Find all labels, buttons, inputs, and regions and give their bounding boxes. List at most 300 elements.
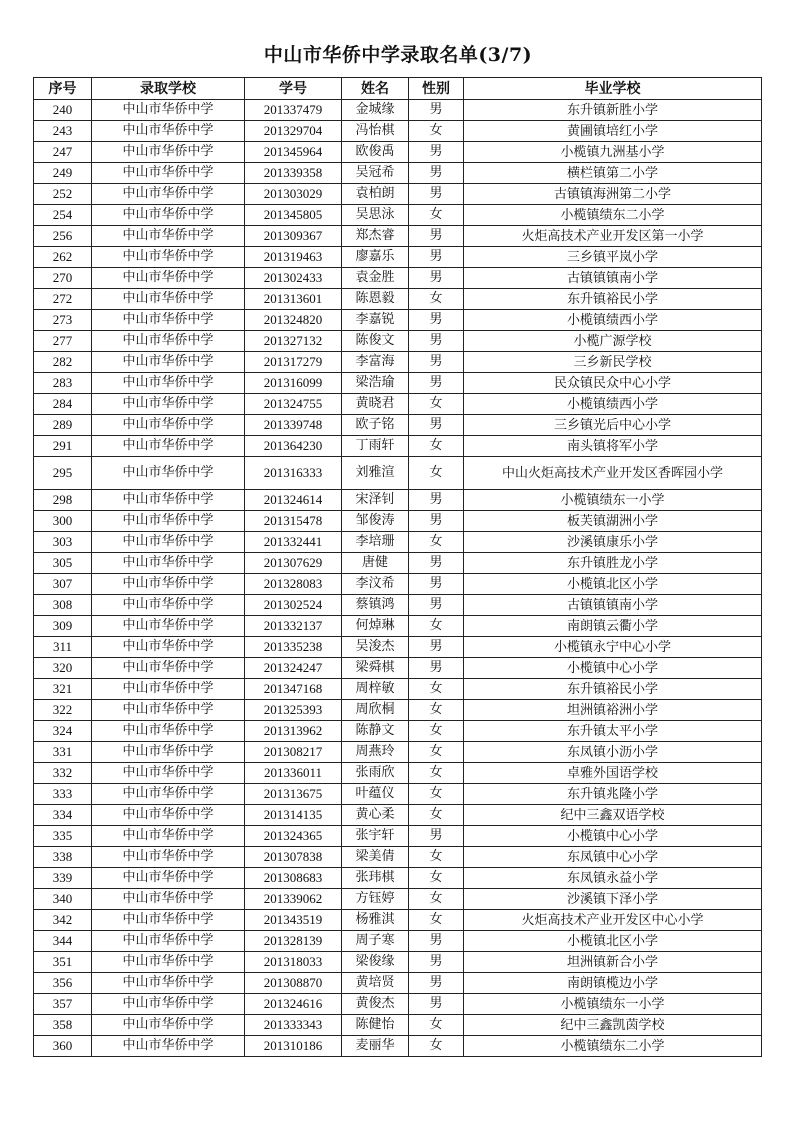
table-row [34,763,762,784]
seq-cell: 305 [34,553,92,574]
admit-school-cell: 中山市华侨中学 [92,679,245,700]
student-id-cell: 201310186 [245,1036,342,1057]
seq-cell: 344 [34,931,92,952]
table-row [34,658,762,679]
grad-school-cell: 小榄镇绩东一小学 [464,490,762,511]
name-cell: 叶蕴仪 [342,784,409,805]
table-row [34,616,762,637]
name-cell: 梁美倩 [342,847,409,868]
gender-cell: 女 [409,700,464,721]
gender-cell: 女 [409,394,464,415]
name-cell: 李培珊 [342,532,409,553]
gender-cell: 女 [409,532,464,553]
seq-cell: 332 [34,763,92,784]
grad-school-cell: 坦洲镇裕洲小学 [464,700,762,721]
name-cell: 欧俊禹 [342,142,409,163]
admit-school-cell: 中山市华侨中学 [92,658,245,679]
seq-cell: 321 [34,679,92,700]
student-id-cell: 201317279 [245,352,342,373]
seq-cell: 334 [34,805,92,826]
name-cell: 杨雅淇 [342,910,409,931]
admit-school-cell: 中山市华侨中学 [92,511,245,532]
table-row [34,184,762,205]
student-id-cell: 201313675 [245,784,342,805]
grad-school-cell: 卓雅外国语学校 [464,763,762,784]
grad-school-cell: 东凤镇中心小学 [464,847,762,868]
table-row [34,1015,762,1036]
admit-school-cell: 中山市华侨中学 [92,868,245,889]
table-row [34,415,762,436]
admit-school-cell: 中山市华侨中学 [92,700,245,721]
grad-school-cell: 南头镇将军小学 [464,436,762,457]
table-row [34,784,762,805]
gender-cell: 女 [409,289,464,310]
seq-cell: 256 [34,226,92,247]
admit-school-cell: 中山市华侨中学 [92,457,245,490]
seq-cell: 308 [34,595,92,616]
seq-cell: 272 [34,289,92,310]
gender-cell: 男 [409,931,464,952]
header-student-id: 学号 [245,78,342,100]
name-cell: 李嘉锐 [342,310,409,331]
admit-school-cell: 中山市华侨中学 [92,763,245,784]
student-id-cell: 201325393 [245,700,342,721]
student-id-cell: 201313962 [245,721,342,742]
gender-cell: 男 [409,994,464,1015]
student-id-cell: 201324614 [245,490,342,511]
table-row [34,994,762,1015]
student-id-cell: 201339062 [245,889,342,910]
name-cell: 陈健怡 [342,1015,409,1036]
student-id-cell: 201364230 [245,436,342,457]
seq-cell: 324 [34,721,92,742]
table-row [34,574,762,595]
name-cell: 唐健 [342,553,409,574]
student-id-cell: 201313601 [245,289,342,310]
seq-cell: 277 [34,331,92,352]
gender-cell: 女 [409,784,464,805]
seq-cell: 300 [34,511,92,532]
grad-school-cell: 三乡新民学校 [464,352,762,373]
student-id-cell: 201333343 [245,1015,342,1036]
grad-school-cell: 小榄广源学校 [464,331,762,352]
admit-school-cell: 中山市华侨中学 [92,352,245,373]
admit-school-cell: 中山市华侨中学 [92,289,245,310]
table-row [34,826,762,847]
seq-cell: 360 [34,1036,92,1057]
seq-cell: 358 [34,1015,92,1036]
student-id-cell: 201332441 [245,532,342,553]
table-row [34,931,762,952]
student-id-cell: 201327132 [245,331,342,352]
table-row [34,889,762,910]
gender-cell: 女 [409,868,464,889]
grad-school-cell: 南朗镇榄边小学 [464,973,762,994]
grad-school-cell: 古镇镇海洲第二小学 [464,184,762,205]
grad-school-cell: 小榄镇九洲基小学 [464,142,762,163]
admit-school-cell: 中山市华侨中学 [92,331,245,352]
name-cell: 方钰婷 [342,889,409,910]
name-cell: 黄俊杰 [342,994,409,1015]
student-id-cell: 201324365 [245,826,342,847]
grad-school-cell: 纪中三鑫凯茵学校 [464,1015,762,1036]
table-row [34,805,762,826]
admit-school-cell: 中山市华侨中学 [92,847,245,868]
gender-cell: 男 [409,310,464,331]
name-cell: 李汶希 [342,574,409,595]
grad-school-cell: 东升镇太平小学 [464,721,762,742]
grad-school-cell: 三乡镇平岚小学 [464,247,762,268]
admit-school-cell: 中山市华侨中学 [92,205,245,226]
student-id-cell: 201316333 [245,457,342,490]
student-id-cell: 201319463 [245,247,342,268]
seq-cell: 283 [34,373,92,394]
student-id-cell: 201336011 [245,763,342,784]
gender-cell: 女 [409,763,464,784]
grad-school-cell: 东升镇兆隆小学 [464,784,762,805]
table-header-row [34,78,762,100]
name-cell: 黄心柔 [342,805,409,826]
admit-school-cell: 中山市华侨中学 [92,490,245,511]
name-cell: 陈俊文 [342,331,409,352]
seq-cell: 249 [34,163,92,184]
admit-school-cell: 中山市华侨中学 [92,784,245,805]
table-row [34,226,762,247]
seq-cell: 335 [34,826,92,847]
grad-school-cell: 三乡镇光后中心小学 [464,415,762,436]
gender-cell: 女 [409,1015,464,1036]
admit-school-cell: 中山市华侨中学 [92,415,245,436]
page-title: 中山市华侨中学录取名单(3/7) [263,44,533,66]
student-id-cell: 201324755 [245,394,342,415]
table-row [34,1036,762,1057]
admit-school-cell: 中山市华侨中学 [92,373,245,394]
student-id-cell: 201339748 [245,415,342,436]
grad-school-cell: 黄圃镇培红小学 [464,121,762,142]
seq-cell: 322 [34,700,92,721]
student-id-cell: 201347168 [245,679,342,700]
student-id-cell: 201309367 [245,226,342,247]
student-id-cell: 201332137 [245,616,342,637]
grad-school-cell: 火炬高技术产业开发区第一小学 [464,226,762,247]
gender-cell: 男 [409,574,464,595]
name-cell: 欧子铭 [342,415,409,436]
admit-school-cell: 中山市华侨中学 [92,910,245,931]
seq-cell: 339 [34,868,92,889]
gender-cell: 男 [409,247,464,268]
grad-school-cell: 坦洲镇新合小学 [464,952,762,973]
seq-cell: 252 [34,184,92,205]
gender-cell: 男 [409,142,464,163]
grad-school-cell: 沙溪镇下泽小学 [464,889,762,910]
name-cell: 梁浩瑜 [342,373,409,394]
table-row [34,910,762,931]
name-cell: 宋泽钊 [342,490,409,511]
grad-school-cell: 东升镇裕民小学 [464,289,762,310]
name-cell: 刘雅渲 [342,457,409,490]
student-id-cell: 201314135 [245,805,342,826]
table-row [34,352,762,373]
table-row [34,868,762,889]
admit-school-cell: 中山市华侨中学 [92,247,245,268]
seq-cell: 291 [34,436,92,457]
admit-school-cell: 中山市华侨中学 [92,436,245,457]
admit-school-cell: 中山市华侨中学 [92,121,245,142]
name-cell: 周梓敏 [342,679,409,700]
admit-school-cell: 中山市华侨中学 [92,637,245,658]
name-cell: 郑杰睿 [342,226,409,247]
student-id-cell: 201302433 [245,268,342,289]
seq-cell: 289 [34,415,92,436]
seq-cell: 351 [34,952,92,973]
table-row [34,721,762,742]
header-seq: 序号 [34,78,92,100]
name-cell: 周子寒 [342,931,409,952]
gender-cell: 女 [409,910,464,931]
name-cell: 梁俊缘 [342,952,409,973]
table-row [34,511,762,532]
table-row [34,553,762,574]
student-id-cell: 201318033 [245,952,342,973]
admit-school-cell: 中山市华侨中学 [92,952,245,973]
gender-cell: 男 [409,100,464,121]
admit-school-cell: 中山市华侨中学 [92,184,245,205]
seq-cell: 357 [34,994,92,1015]
table-row [34,247,762,268]
name-cell: 周欣桐 [342,700,409,721]
admit-school-cell: 中山市华侨中学 [92,574,245,595]
table-row [34,742,762,763]
seq-cell: 311 [34,637,92,658]
grad-school-cell: 小榄镇永宁中心小学 [464,637,762,658]
table-row [34,457,762,490]
gender-cell: 男 [409,553,464,574]
header-name: 姓名 [342,78,409,100]
table-row [34,310,762,331]
gender-cell: 男 [409,352,464,373]
student-id-cell: 201343519 [245,910,342,931]
grad-school-cell: 小榄镇绩东一小学 [464,994,762,1015]
grad-school-cell: 横栏镇第二小学 [464,163,762,184]
grad-school-cell: 东凤镇永益小学 [464,868,762,889]
student-id-cell: 201324247 [245,658,342,679]
name-cell: 邹俊涛 [342,511,409,532]
table-row [34,847,762,868]
seq-cell: 284 [34,394,92,415]
gender-cell: 男 [409,658,464,679]
name-cell: 陈静文 [342,721,409,742]
gender-cell: 男 [409,226,464,247]
seq-cell: 298 [34,490,92,511]
table-row [34,121,762,142]
gender-cell: 男 [409,490,464,511]
name-cell: 李富海 [342,352,409,373]
table-row [34,679,762,700]
seq-cell: 338 [34,847,92,868]
student-id-cell: 201329704 [245,121,342,142]
name-cell: 廖嘉乐 [342,247,409,268]
name-cell: 黄晓君 [342,394,409,415]
table-row [34,373,762,394]
table-row [34,100,762,121]
seq-cell: 273 [34,310,92,331]
student-id-cell: 201303029 [245,184,342,205]
grad-school-cell: 沙溪镇康乐小学 [464,532,762,553]
name-cell: 张宇轩 [342,826,409,847]
name-cell: 袁金胜 [342,268,409,289]
gender-cell: 男 [409,373,464,394]
student-id-cell: 201335238 [245,637,342,658]
table-row [34,436,762,457]
seq-cell: 262 [34,247,92,268]
admit-school-cell: 中山市华侨中学 [92,226,245,247]
grad-school-cell: 板芙镇湖洲小学 [464,511,762,532]
header-admit-school: 录取学校 [92,78,245,100]
name-cell: 黄培贤 [342,973,409,994]
table-row [34,205,762,226]
table-row [34,532,762,553]
seq-cell: 247 [34,142,92,163]
admit-school-cell: 中山市华侨中学 [92,616,245,637]
seq-cell: 282 [34,352,92,373]
name-cell: 张雨欣 [342,763,409,784]
grad-school-cell: 小榄镇绩东二小学 [464,205,762,226]
seq-cell: 270 [34,268,92,289]
name-cell: 张玮棋 [342,868,409,889]
student-id-cell: 201337479 [245,100,342,121]
admit-school-cell: 中山市华侨中学 [92,394,245,415]
admit-school-cell: 中山市华侨中学 [92,595,245,616]
gender-cell: 女 [409,889,464,910]
gender-cell: 男 [409,952,464,973]
name-cell: 金城缘 [342,100,409,121]
gender-cell: 女 [409,1036,464,1057]
gender-cell: 男 [409,415,464,436]
seq-cell: 331 [34,742,92,763]
name-cell: 吴冠希 [342,163,409,184]
grad-school-cell: 小榄镇北区小学 [464,574,762,595]
name-cell: 梁舜棋 [342,658,409,679]
grad-school-cell: 火炬高技术产业开发区中心小学 [464,910,762,931]
grad-school-cell: 南朗镇云衢小学 [464,616,762,637]
grad-school-cell: 小榄镇绩西小学 [464,310,762,331]
grad-school-cell: 古镇镇镇南小学 [464,595,762,616]
student-id-cell: 201315478 [245,511,342,532]
header-gender: 性别 [409,78,464,100]
student-id-cell: 201302524 [245,595,342,616]
gender-cell: 女 [409,436,464,457]
student-id-cell: 201307629 [245,553,342,574]
student-id-cell: 201324820 [245,310,342,331]
grad-school-cell: 东凤镇小沥小学 [464,742,762,763]
gender-cell: 女 [409,457,464,490]
name-cell: 何焯琳 [342,616,409,637]
grad-school-cell: 小榄镇北区小学 [464,931,762,952]
gender-cell: 女 [409,616,464,637]
student-id-cell: 201316099 [245,373,342,394]
gender-cell: 女 [409,121,464,142]
grad-school-cell: 小榄镇中心小学 [464,658,762,679]
seq-cell: 320 [34,658,92,679]
student-id-cell: 201308217 [245,742,342,763]
table-row [34,952,762,973]
admit-school-cell: 中山市华侨中学 [92,742,245,763]
gender-cell: 女 [409,847,464,868]
name-cell: 丁雨轩 [342,436,409,457]
student-id-cell: 201308683 [245,868,342,889]
admit-school-cell: 中山市华侨中学 [92,268,245,289]
grad-school-cell: 东升镇新胜小学 [464,100,762,121]
admit-school-cell: 中山市华侨中学 [92,889,245,910]
name-cell: 蔡镇鸿 [342,595,409,616]
admit-school-cell: 中山市华侨中学 [92,994,245,1015]
admit-school-cell: 中山市华侨中学 [92,721,245,742]
gender-cell: 男 [409,184,464,205]
student-id-cell: 201307838 [245,847,342,868]
grad-school-cell: 东升镇裕民小学 [464,679,762,700]
seq-cell: 309 [34,616,92,637]
grad-school-cell: 小榄镇绩东二小学 [464,1036,762,1057]
table-row [34,637,762,658]
admit-school-cell: 中山市华侨中学 [92,826,245,847]
seq-cell: 295 [34,457,92,490]
seq-cell: 243 [34,121,92,142]
grad-school-cell: 小榄镇绩西小学 [464,394,762,415]
gender-cell: 女 [409,805,464,826]
admit-school-cell: 中山市华侨中学 [92,805,245,826]
seq-cell: 240 [34,100,92,121]
name-cell: 陈恩毅 [342,289,409,310]
table-row [34,700,762,721]
admit-school-cell: 中山市华侨中学 [92,973,245,994]
seq-cell: 342 [34,910,92,931]
table-row [34,595,762,616]
student-id-cell: 201345805 [245,205,342,226]
grad-school-cell: 小榄镇中心小学 [464,826,762,847]
name-cell: 吴浚杰 [342,637,409,658]
gender-cell: 女 [409,679,464,700]
table-row [34,490,762,511]
admit-school-cell: 中山市华侨中学 [92,142,245,163]
table-row [34,268,762,289]
admit-school-cell: 中山市华侨中学 [92,931,245,952]
grad-school-cell: 民众镇民众中心小学 [464,373,762,394]
seq-cell: 303 [34,532,92,553]
student-id-cell: 201345964 [245,142,342,163]
gender-cell: 女 [409,721,464,742]
gender-cell: 男 [409,163,464,184]
seq-cell: 307 [34,574,92,595]
admit-school-cell: 中山市华侨中学 [92,1015,245,1036]
gender-cell: 男 [409,973,464,994]
table-row [34,331,762,352]
table-row [34,394,762,415]
gender-cell: 男 [409,637,464,658]
header-grad-school: 毕业学校 [464,78,762,100]
name-cell: 吴思泳 [342,205,409,226]
grad-school-cell: 古镇镇镇南小学 [464,268,762,289]
student-id-cell: 201339358 [245,163,342,184]
student-id-cell: 201328139 [245,931,342,952]
table-row [34,163,762,184]
admit-school-cell: 中山市华侨中学 [92,1036,245,1057]
name-cell: 周燕玲 [342,742,409,763]
name-cell: 冯怡棋 [342,121,409,142]
student-id-cell: 201324616 [245,994,342,1015]
admit-school-cell: 中山市华侨中学 [92,553,245,574]
grad-school-cell: 中山火炬高技术产业开发区香晖园小学 [464,457,762,490]
seq-cell: 333 [34,784,92,805]
